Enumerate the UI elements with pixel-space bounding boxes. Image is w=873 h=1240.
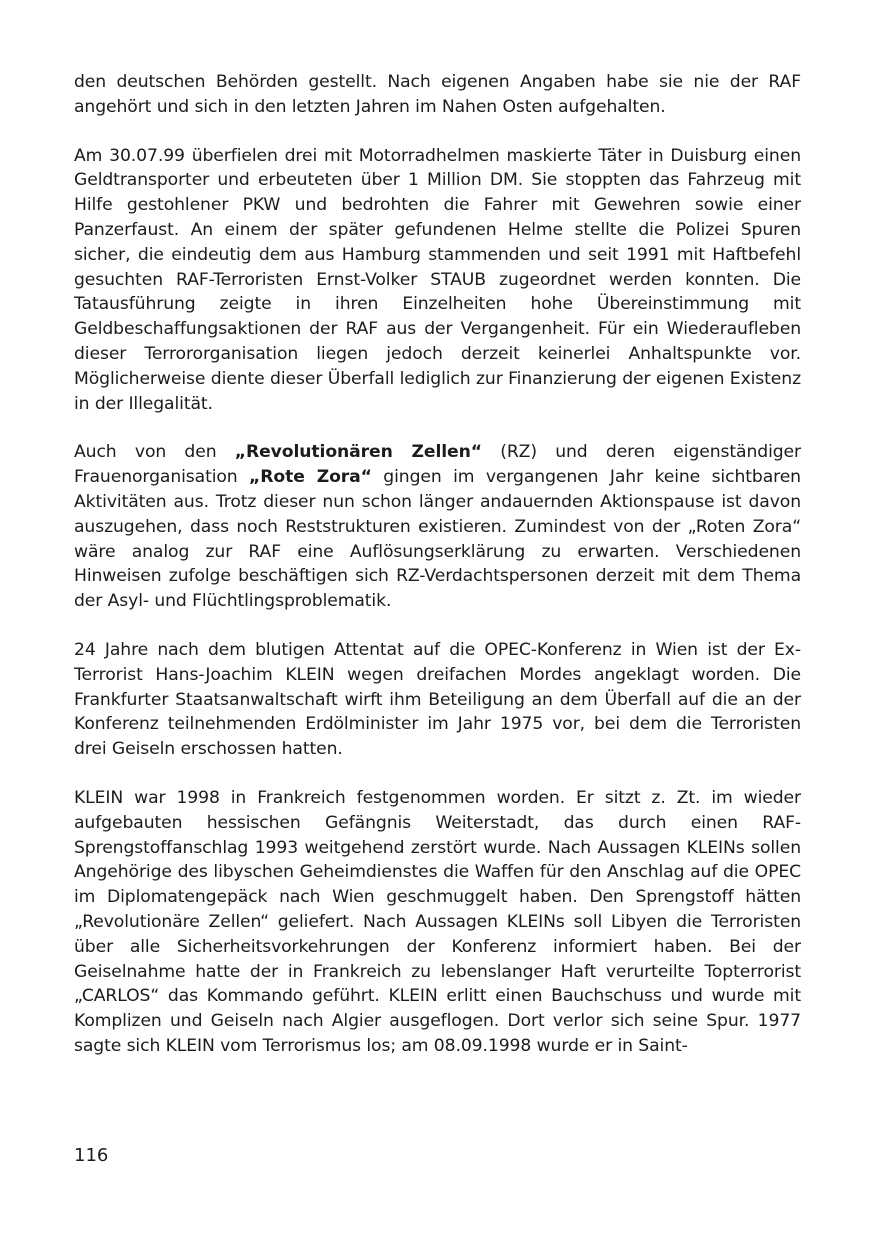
paragraph-text: gingen im vergangenen Jahr keine sichtbaren Aktivitäten aus. Trotz dieser nun schon länger andauernden Aktionspause ist davon auszugehen, dass noch Reststrukturen existieren. Zumindest von der „Roten Zora“ wäre analog zur RAF eine Auflösungserklärung zu erwarten. Verschiedenen Hinweisen zufolge beschäftigen sich RZ-Verdachtspersonen derzeit mit dem Thema der Asyl- und Flüchtlingsproblematik. <box>74 467 801 612</box>
paragraph-text: 24 Jahre nach dem blutigen Attentat auf die OPEC-Konferenz in Wien ist der Ex-Terrorist Hans-Joachim KLEIN wegen dreifachen Mordes angeklagt worden. Die Frankfurter Staatsanwaltschaft wirft ihm Beteiligung an dem Überfall auf die an der Konferenz teilnehmenden Erdölminister im Jahr 1975 vor, bei dem die Terroristen drei Geiseln erschossen hatten. <box>74 639 801 760</box>
paragraph-3 <box>74 440 801 614</box>
paragraph-text: Am 30.07.99 überfielen drei mit Motorradhelmen maskierte Täter in Duisburg einen Geldtransporter und erbeuteten über 1 Million DM. Sie stoppten das Fahrzeug mit Hilfe gestohlener PKW und bedrohten die Fahrer mit Gewehren sowie einer Panzerfaust. An einem der später gefundenen Helme stellte die Polizei Spuren sicher, die eindeutig dem aus Hamburg stammenden und seit 1991 mit Haftbefehl gesuchten RAF-Terroristen Ernst-Volker STAUB zugeordnet werden konnten. Die Tatausführung zeigte in ihren Einzelheiten hohe Übereinstimmung mit Geldbeschaffungsaktionen der RAF aus der Vergangenheit. Für ein Wiederaufleben dieser Terrororganisation liegen jedoch derzeit keinerlei Anhaltspunkte vor. Möglicherweise diente dieser Überfall lediglich zur Finanzierung der eigenen Existenz in der Illegalität. <box>74 145 801 414</box>
paragraph-text: Auch von den <box>74 442 235 463</box>
page-body <box>74 70 801 1083</box>
paragraph-text: den deutschen Behörden gestellt. Nach eigenen Angaben habe sie nie der RAF angehört und sich in den letzten Jahren im Nahen Osten aufgehalten. <box>74 72 801 117</box>
paragraph-4 <box>74 638 801 762</box>
paragraph-2 <box>74 144 801 417</box>
bold-term-rote-zora: „Rote Zora“ <box>249 467 372 488</box>
bold-term-revolutionaere-zellen: „Revolutionären Zellen“ <box>234 442 482 463</box>
paragraph-text: (RZ) und deren eigenständiger Frauenorganisation <box>74 442 801 488</box>
page-number: 116 <box>74 1145 109 1166</box>
paragraph-text: KLEIN war 1998 in Frankreich festgenommen worden. Er sitzt z. Zt. im wieder aufgebauten hessischen Gefängnis Weiterstadt, das durch einen RAF-Sprengstoffanschlag 1993 weitgehend zerstört wurde. Nach Aussagen KLEINs sollen Angehörige des libyschen Geheimdienstes die Waffen für den Anschlag auf die OPEC im Diplomatengepäck nach Wien geschmuggelt haben. Den Sprengstoff hätten „Revolutionäre Zellen“ geliefert. Nach Aussagen KLEINs soll Libyen die Terroristen über alle Sicherheitsvorkehrungen der Konferenz informiert haben. Bei der Geiselnahme hatte der in Frankreich zu lebenslanger Haft verurteilte Topterrorist „CARLOS“ das Kommando geführt. KLEIN erlitt einen Bauchschuss und wurde mit Komplizen und Geiseln nach Algier ausgeflogen. Dort verlor sich seine Spur. 1977 sagte sich KLEIN vom Terrorismus los; am 08.09.1998 wurde er in Saint- <box>74 787 801 1056</box>
paragraph-1 <box>74 70 801 120</box>
paragraph-5 <box>74 786 801 1059</box>
